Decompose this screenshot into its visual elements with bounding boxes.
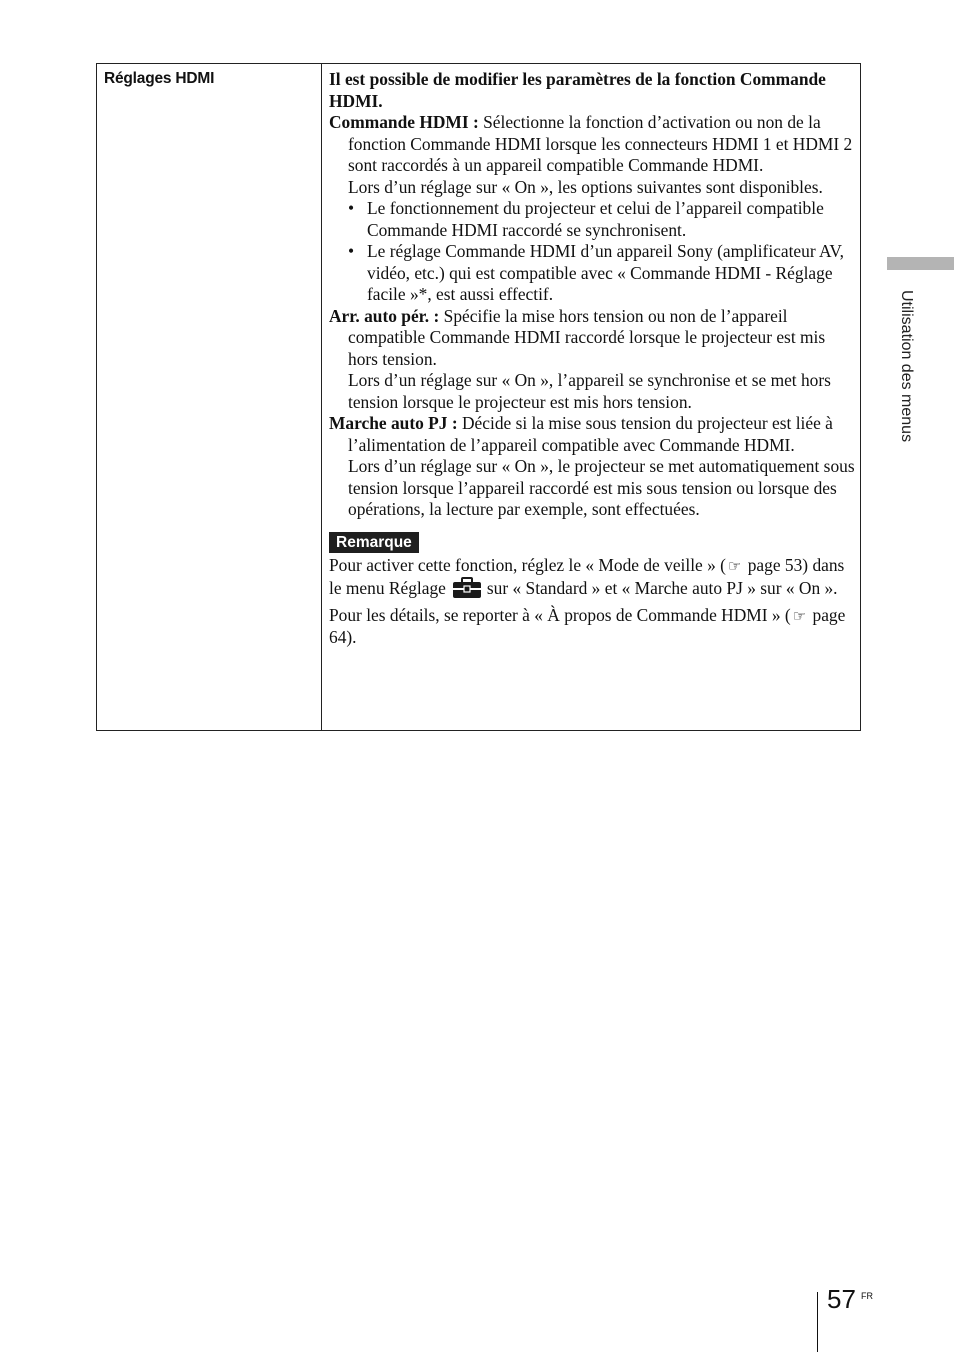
bullet-icon: •	[348, 198, 355, 218]
setting-label: Réglages HDMI	[104, 70, 215, 87]
commande-hdmi-item: Commande HDMI : Sélectionne la fonction d’activation ou non de la fonction Commande HDMI lorsque les connecteurs HDMI 1 et HDMI 2 sont raccordés à un appareil compatible Commande HDMI.	[329, 112, 853, 175]
marche-auto-note: Lors d’un réglage sur « On », le projecteur se met automatiquement sous tension lorsque l’appareil raccordé est mis sous tension ou lorsque des opérations, la lecture par exemple, sont effectuées.	[348, 456, 855, 519]
bullet-item: • Le réglage Commande HDMI d’un appareil Sony (amplificateur AV, vidéo, etc.) qui est compatible avec « Commande HDMI - Réglage facile »*, est aussi effectif.	[348, 241, 844, 304]
toolbox-icon	[452, 577, 482, 605]
arr-auto-term: Arr. auto pér. :	[329, 305, 440, 326]
page-number-divider	[817, 1292, 818, 1352]
pointing-hand-icon: ☞	[727, 556, 742, 575]
page-number: 57	[827, 1284, 856, 1314]
intro-text: Il est possible de modifier les paramètres de la fonction Commande HDMI.	[329, 69, 826, 111]
arr-auto-note: Lors d’un réglage sur « On », l’appareil se synchronise et se met hors tension lorsque le projecteur est mis hors tension.	[348, 370, 831, 412]
settings-table	[96, 63, 861, 731]
marche-auto-item: Marche auto PJ : Décide si la mise sous tension du projecteur est liée à l’alimentation de l’appareil compatible avec Commande HDMI.	[329, 413, 833, 455]
arr-auto-item: Arr. auto pér. : Spécifie la mise hors tension ou non de l’appareil compatible Commande HDMI raccordé lorsque le projecteur est mis hors tension.	[329, 305, 826, 369]
bullet-icon: •	[348, 241, 355, 261]
setting-description	[329, 69, 857, 649]
commande-hdmi-term: Commande HDMI :	[329, 112, 479, 132]
section-tab-label: Utilisation des menus	[898, 290, 915, 443]
commande-hdmi-note: Lors d’un réglage sur « On », les options suivantes sont disponibles.	[348, 176, 823, 197]
remark-text: Pour activer cette fonction, réglez le « Mode de veille » ( ☞ page 53) dans le menu Réglage sur « Standard » et « Marche auto PJ » sur « On ». Pour les détails, se reporter à « À propos de Commande HDMI » ( ☞ page 64).	[329, 554, 846, 647]
bullet-item: • Le fonctionnement du projecteur et celui de l’appareil compatible Commande HDMI raccordé se synchronisent.	[348, 198, 824, 240]
marche-auto-term: Marche auto PJ :	[329, 413, 458, 433]
remark-badge: Remarque	[329, 532, 419, 553]
pointing-hand-icon: ☞	[792, 606, 807, 625]
section-tab-marker	[887, 257, 954, 270]
page-language: FR	[861, 1291, 873, 1301]
column-divider	[321, 64, 322, 730]
